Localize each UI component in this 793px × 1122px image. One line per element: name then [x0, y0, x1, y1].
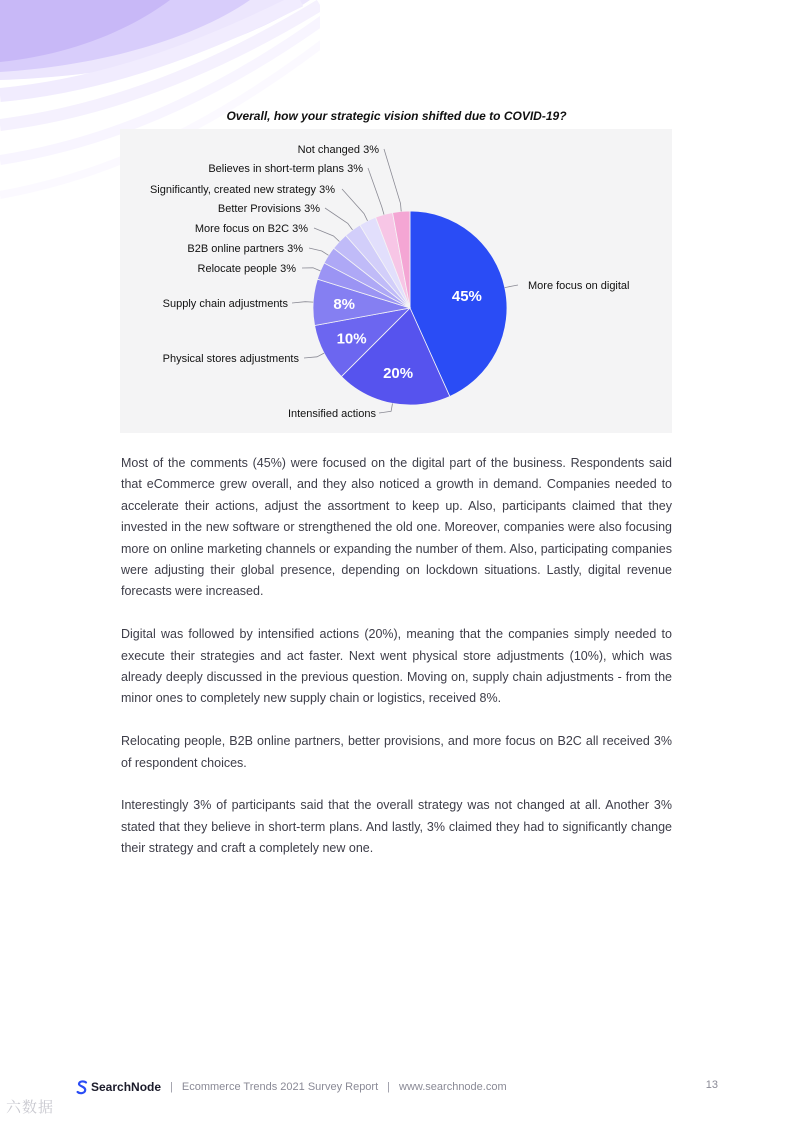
paragraph: Relocating people, B2B online partners, better provisions, and more focus on B2C all received 3% of respondent choices. — [121, 734, 672, 770]
slice-category-label: Believes in short-term plans 3% — [208, 163, 363, 175]
watermark-text: 六数据 — [6, 1099, 55, 1116]
leader-line — [304, 353, 324, 358]
footer-separator: | — [387, 1081, 391, 1093]
pie-chart — [120, 129, 672, 433]
slice-category-label: Physical stores adjustments — [162, 353, 299, 365]
leader-line — [342, 189, 368, 221]
slice-category-label: More focus on digital — [528, 280, 630, 292]
leader-line — [302, 268, 320, 271]
slice-category-label: B2B online partners 3% — [187, 243, 303, 255]
slice-category-label: More focus on B2C 3% — [194, 223, 308, 235]
slice-category-label: Better Provisions 3% — [217, 203, 320, 215]
page-footer — [76, 1078, 718, 1096]
footer-url[interactable]: www.searchnode.com — [399, 1081, 507, 1093]
slice-value-label: 45% — [451, 287, 482, 305]
leader-line — [325, 208, 353, 230]
slice-value-label: 20% — [383, 364, 414, 382]
slice-category-label: Significantly, created new strategy 3% — [149, 184, 335, 196]
footer-brand — [76, 1080, 161, 1095]
footer-separator: | — [170, 1081, 173, 1093]
leader-line — [384, 149, 401, 211]
leader-line — [292, 302, 313, 303]
slice-category-label: Supply chain adjustments — [162, 298, 288, 310]
searchnode-logo-icon — [76, 1080, 88, 1095]
slice-category-label: Relocate people 3% — [197, 263, 296, 275]
paragraph: Interestingly 3% of participants said that the overall strategy was not changed at all. Another 3% stated that they believe in short-term plans. And lastly, 3% claimed they had to significantly change their strategy and craft a completely new one. — [121, 798, 672, 856]
leader-line — [379, 403, 393, 413]
chart-panel — [120, 129, 672, 433]
paragraph: Most of the comments (45%) were focused on the digital part of the business. Respondents said that eCommerce grew overall, and they also noticed a growth in demand. Companies needed to accelerate their actions, adjust the assortment to keep up. Also, participants claimed that they invested in the new software or strengthened the old one. Moreover, companies were also focusing more on online marketing channels or expanding the number of them. Also, participating companies were adjusting their global presence, depending on lockdown situations. Lastly, digital revenue forecasts were increased. — [121, 456, 673, 599]
slice-value-label: 8% — [333, 296, 356, 313]
leader-line — [309, 248, 329, 255]
footer-brand-name: SearchNode — [91, 1080, 162, 1094]
slice-value-label: 10% — [336, 330, 367, 348]
chart-title: Overall, how your strategic vision shifted due to COVID-19? — [226, 109, 567, 123]
page-number: 13 — [705, 1079, 718, 1091]
slice-category-label: Not changed 3% — [297, 144, 379, 156]
slice-category-label: Intensified actions — [287, 408, 376, 420]
body-text — [121, 453, 672, 881]
leader-line — [368, 168, 384, 215]
leader-line — [505, 285, 518, 288]
footer-report-title: Ecommerce Trends 2021 Survey Report — [181, 1081, 379, 1093]
paragraph: Digital was followed by intensified actions (20%), meaning that the companies simply needed to execute their strategies and act faster. Next went physical store adjustments (10%), which was already deeply discussed in the previous question. Moving on, supply chain adjustments - from the minor ones to completely new supply chain or logistics, received 8%. — [121, 627, 672, 706]
leader-line — [314, 228, 339, 242]
